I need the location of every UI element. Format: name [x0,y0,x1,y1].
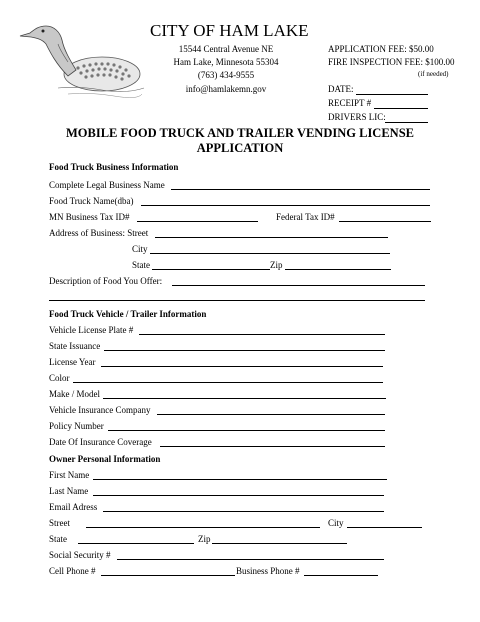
food-description-label: Description of Food You Offer: [49,276,163,286]
state-issuance-field[interactable] [104,350,385,351]
first-name-field[interactable] [93,479,387,480]
email-address: info@hamlakemn.gov [185,84,267,94]
loon-logo-icon [18,14,146,102]
application-fee: APPLICATION FEE: $50.00 [328,44,434,54]
dba-field[interactable] [141,205,430,206]
business-phone-field[interactable] [304,575,378,576]
email-field[interactable] [103,511,384,512]
color-field[interactable] [73,382,383,383]
ssn-field[interactable] [117,559,384,560]
if-needed-note: (if needed) [418,70,449,78]
drivers-lic-field[interactable] [385,122,428,123]
form-title-line1: MOBILE FOOD TRUCK AND TRAILER VENDING LICENSE [66,126,414,140]
owner-section-heading: Owner Personal Information [49,454,161,464]
federal-tax-field[interactable] [339,221,431,222]
vehicle-field-label: Make / Model [49,389,100,399]
business-street-label: Address of Business: Street [49,228,149,238]
mn-tax-field[interactable] [137,221,258,222]
legal-name-label: Complete Legal Business Name [49,180,165,190]
address-line2: Ham Lake, Minnesota 55304 [173,57,279,67]
owner-street-label: Street [49,518,70,528]
email-label: Email Adress [49,502,98,512]
owner-zip-field[interactable] [212,543,347,544]
fire-inspection-fee: FIRE INSPECTION FEE: $100.00 [328,57,455,67]
legal-name-field[interactable] [171,189,430,190]
owner-state-field[interactable] [78,543,194,544]
owner-city-field[interactable] [347,527,422,528]
business-state-label: State [132,260,150,270]
insurance-coverage-date-field[interactable] [160,446,385,447]
business-section-heading: Food Truck Business Information [49,162,179,172]
food-description-field-line2[interactable] [49,300,425,301]
cell-phone-field[interactable] [101,575,235,576]
phone-number: (763) 434-9555 [197,70,255,80]
vehicle-field-label: State Issuance [49,341,101,351]
business-zip-label: Zip [270,260,283,270]
vehicle-field-label: Vehicle Insurance Company [49,405,151,415]
owner-state-label: State [49,534,67,544]
ssn-label: Social Security # [49,550,111,560]
food-description-field[interactable] [172,285,425,286]
address-line1: 15544 Central Avenue NE [178,44,274,54]
owner-street-field[interactable] [86,527,320,528]
insurance-company-field[interactable] [157,414,385,415]
vehicle-field-label: Date Of Insurance Coverage [49,437,152,447]
business-city-label: City [132,244,148,254]
last-name-label: Last Name [49,486,89,496]
policy-number-field[interactable] [108,430,385,431]
owner-city-label: City [328,518,344,528]
cell-phone-label: Cell Phone # [49,566,96,576]
dba-label: Food Truck Name(dba) [49,196,134,206]
owner-zip-label: Zip [198,534,211,544]
vehicle-field-label: Vehicle License Plate # [49,325,134,335]
drivers-lic-label: DRIVERS LIC: [328,112,386,122]
license-year-field[interactable] [101,366,383,367]
business-state-field[interactable] [152,269,270,270]
last-name-field[interactable] [93,495,384,496]
date-label: DATE: [328,84,354,94]
business-street-field[interactable] [155,237,388,238]
receipt-label: RECEIPT # [328,98,372,108]
vehicle-field-label: Color [49,373,70,383]
receipt-field[interactable] [374,108,428,109]
federal-tax-label: Federal Tax ID# [276,212,335,222]
first-name-label: First Name [49,470,90,480]
business-zip-field[interactable] [285,269,391,270]
mn-tax-label: MN Business Tax ID# [49,212,130,222]
vehicle-section-heading: Food Truck Vehicle / Trailer Information [49,309,207,319]
business-city-field[interactable] [150,253,390,254]
vehicle-field-label: License Year [49,357,96,367]
license-plate-field[interactable] [139,334,385,335]
vehicle-field-label: Policy Number [49,421,104,431]
make-model-field[interactable] [103,398,386,399]
date-field[interactable] [356,94,428,95]
form-title-line2: APPLICATION [196,141,284,155]
city-title: CITY OF HAM LAKE [150,21,309,40]
business-phone-label: Business Phone # [236,566,300,576]
